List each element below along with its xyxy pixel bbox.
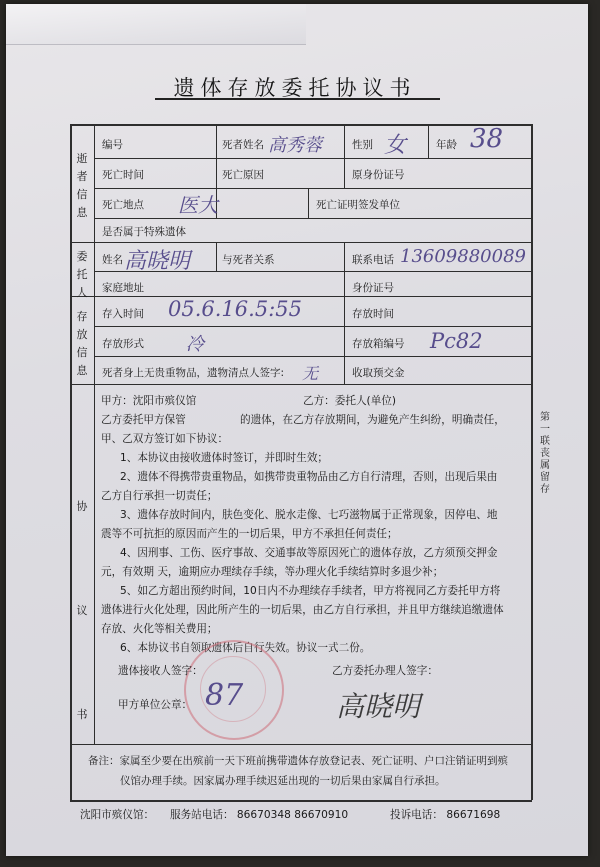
table-border-top bbox=[70, 124, 532, 126]
relation-label: 与死者关系 bbox=[222, 254, 275, 266]
footer-service-phone: 服务站电话： 86670348 86670910 bbox=[170, 809, 349, 821]
footer-complaint-phone: 投诉电话： 86671698 bbox=[390, 809, 501, 821]
section-label-agreement: 协议书 bbox=[76, 500, 88, 721]
box-number-value: Pc82 bbox=[430, 329, 483, 353]
row-line bbox=[94, 158, 532, 159]
clause-line: 存放、火化等相关费用； bbox=[101, 623, 218, 635]
row-line bbox=[94, 188, 532, 189]
footer-org: 沈阳市殡仪馆： bbox=[80, 809, 155, 821]
clause-line: 5、如乙方超出预约时间，10日内不办理续存手续者，甲方将视同乙方委托甲方将 bbox=[120, 585, 501, 597]
col-line bbox=[344, 124, 345, 188]
death-time-label: 死亡时间 bbox=[102, 169, 144, 181]
box-number-label: 存放箱编号 bbox=[352, 338, 405, 350]
col-line bbox=[308, 188, 309, 218]
paper-fold bbox=[6, 4, 306, 45]
gender-label: 性别 bbox=[352, 139, 373, 151]
phone-label: 联系电话 bbox=[352, 254, 394, 266]
section-label-storage: 存放信息 bbox=[76, 310, 88, 377]
row-line bbox=[94, 326, 532, 327]
clause-line: 2、遗体不得携带贵重物品，如携带贵重物品由乙方自行清理，否则，出现后果由 bbox=[120, 471, 498, 483]
label-column-line bbox=[94, 124, 95, 744]
clause-line: 遗体进行火化处理，因此所产生的一切后果，由乙方自行承担，并且甲方继续追缴遗体 bbox=[101, 604, 504, 616]
col-line bbox=[216, 242, 217, 271]
client-id-label: 身份证号 bbox=[352, 282, 394, 294]
row-line bbox=[94, 356, 532, 357]
clause-line: 乙方自行承担一切责任； bbox=[101, 490, 218, 502]
col-line bbox=[344, 296, 345, 384]
seal-label: 甲方单位公章： bbox=[118, 699, 193, 711]
client-signature: 高晓明 bbox=[336, 690, 421, 723]
agreement-intro-b: 的遗体，在乙方存放期间，为避免产生纠纷，明确责任， bbox=[240, 414, 505, 426]
deceased-id-label: 原身份证号 bbox=[352, 169, 405, 181]
number-label: 编号 bbox=[102, 139, 123, 151]
agreement-intro-a: 乙方委托甲方保管 bbox=[101, 414, 186, 426]
title-underline bbox=[155, 98, 440, 100]
death-place-label: 死亡地点 bbox=[102, 199, 144, 211]
note-line-1: 备注：家属至少要在出殡前一天下班前携带遗体存放登记表、死亡证明、户口注销证明到殡 bbox=[88, 755, 508, 767]
age-label: 年龄 bbox=[436, 139, 457, 151]
valuables-label: 死者身上无贵重物品，遗物清点人签字: bbox=[102, 367, 285, 379]
clause-line: 6、本协议书自领取遗体后自行失效。协议一式二份。 bbox=[120, 642, 371, 654]
agreement-intro-2: 甲、乙双方签订如下协议： bbox=[101, 433, 229, 445]
agreement-party-a: 甲方：沈阳市殡仪馆 bbox=[101, 395, 197, 407]
table-border-right bbox=[531, 124, 533, 800]
special-body-label: 是否属于特殊遗体 bbox=[102, 226, 186, 238]
section-sep-3 bbox=[70, 384, 532, 385]
store-in-label: 存入时间 bbox=[102, 308, 144, 320]
section-label-deceased: 逝者信息 bbox=[76, 152, 88, 219]
store-form-value: 冷 bbox=[186, 334, 204, 355]
document-title: 遗体存放委托协议书 bbox=[173, 76, 417, 100]
clause-line: 3、遗体存放时间内，肤色变化、脱水走像、七巧滋物属于正常现象，因停电、地 bbox=[120, 509, 498, 521]
deceased-name-label: 死者姓名 bbox=[222, 139, 264, 151]
death-place-value: 医大 bbox=[178, 193, 218, 217]
row-line bbox=[94, 218, 532, 219]
agreement-party-b: 乙方：委托人(单位) bbox=[303, 395, 397, 407]
store-form-label: 存放形式 bbox=[102, 338, 144, 350]
client-name-label: 姓名 bbox=[102, 254, 123, 266]
col-line bbox=[428, 124, 429, 158]
section-sep-1 bbox=[70, 242, 532, 243]
deceased-name-value: 高秀蓉 bbox=[268, 135, 322, 156]
valuables-value: 无 bbox=[302, 364, 319, 383]
note-line-2: 仪馆办理手续。因家属办理手续迟延出现的一切后果由家属自行承担。 bbox=[120, 775, 446, 787]
store-in-value: 05.6.16.5:55 bbox=[168, 297, 302, 321]
table-border-bottom bbox=[70, 800, 532, 802]
death-cause-label: 死亡原因 bbox=[222, 169, 264, 181]
phone-value: 13609880089 bbox=[400, 246, 526, 267]
gender-value: 女 bbox=[384, 133, 407, 158]
clause-line: 1、本协议由接收遗体时签订，并即时生效； bbox=[120, 452, 329, 464]
clause-line: 4、因刑事、工伤、医疗事故、交通事故等原因死亡的遗体存放，乙方须预交押金 bbox=[120, 547, 498, 559]
col-line bbox=[344, 242, 345, 296]
copy-side-note: 第一联 丧属留存 bbox=[540, 412, 550, 495]
age-value: 38 bbox=[470, 124, 504, 154]
prepay-label: 收取预交金 bbox=[352, 367, 405, 379]
clause-line: 元，有效期 天，逾期应办理续存手续，等办理火化手续结算时多退少补； bbox=[101, 566, 444, 578]
receiver-signature: 87 bbox=[205, 678, 244, 713]
cert-unit-label: 死亡证明签发单位 bbox=[316, 199, 400, 211]
receiver-sign-label: 遗体接收人签字： bbox=[118, 665, 203, 677]
clause-line: 震等不可抗拒的原因而产生的一切后果，甲方不承担任何责任； bbox=[101, 528, 398, 540]
store-duration-label: 存放时间 bbox=[352, 308, 394, 320]
address-label: 家庭地址 bbox=[102, 282, 144, 294]
section-label-client: 委托人 bbox=[76, 250, 88, 299]
client-name-value: 高晓明 bbox=[124, 249, 191, 274]
client-sign-label: 乙方委托办理人签字： bbox=[332, 665, 438, 677]
table-border-left bbox=[70, 124, 72, 800]
section-sep-4 bbox=[70, 744, 532, 745]
